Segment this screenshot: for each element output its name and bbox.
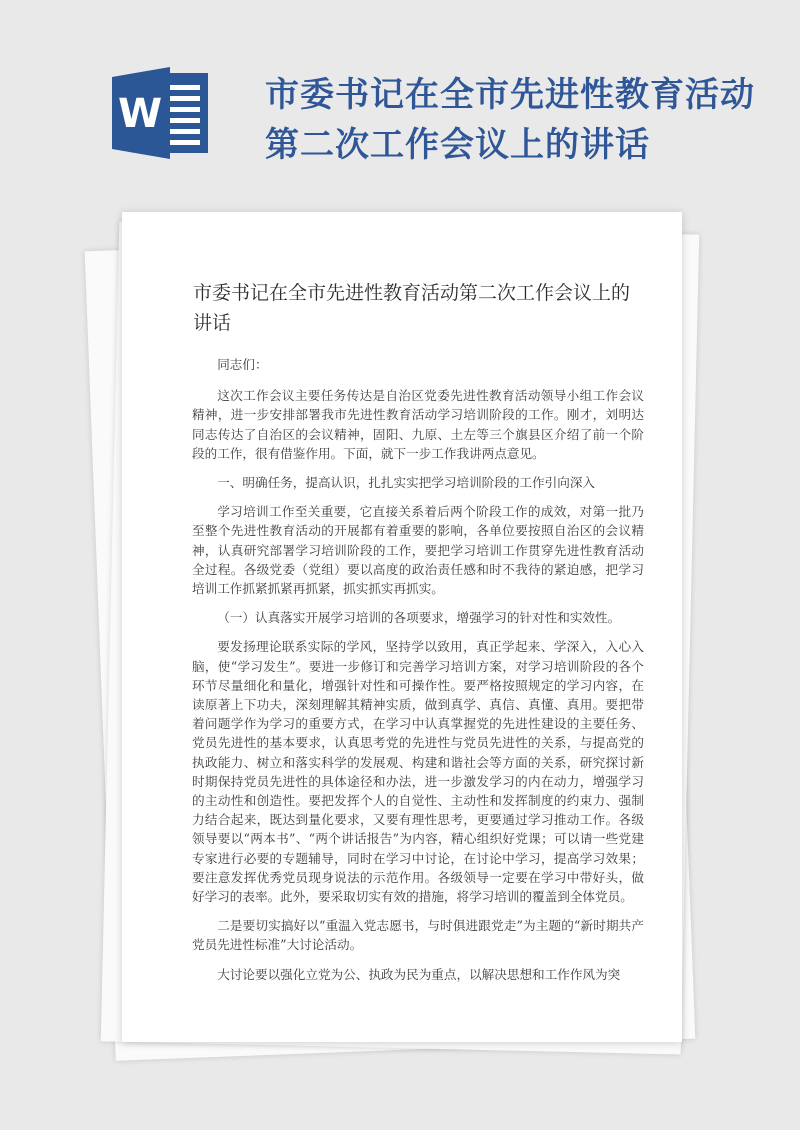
document-page bbox=[122, 212, 682, 1042]
word-document-icon bbox=[112, 65, 212, 161]
subsection-heading: （一）认真落实开展学习培训的各项要求，增强学习的针对性和实效性。 bbox=[217, 610, 621, 626]
document-title: 市委书记在全市先进性教育活动第二次工作会议上的讲话 bbox=[193, 282, 631, 334]
header-title: 市委书记在全市先进性教育活动第二次工作会议上的讲话 bbox=[265, 75, 755, 165]
paragraph: 二是要切实搞好以“重温入党志愿书，与时俱进跟党走”为主题的“新时期共产党员先进性标准”大讨论活动。 bbox=[192, 918, 644, 953]
salutation: 同志们： bbox=[217, 357, 268, 372]
paragraph: 这次工作会议主要任务传达是自治区党委先进性教育活动领导小组工作会议精神，进一步安排部署我市先进性教育活动学习培训阶段的工作。刚才，刘明达同志传达了自治区的会议精神，固阳、九原、土左等三个旗县区介绍了前一个阶段的工作，很有借鉴作用。下面，就下一步工作我讲两点意见。 bbox=[192, 388, 644, 461]
paragraph: 学习培训工作至关重要，它直接关系着后两个阶段工作的成效，对第一批乃至整个先进性教育活动的开展都有着重要的影响，各单位要按照自治区的会议精神，认真研究部署学习培训阶段的工作，要把学习培训工作贯穿先进性教育活动全过程。各级党委（党组）要以高度的政治责任感和时不我待的紧迫感，把学习培训工作抓紧抓紧再抓紧，抓实抓实再抓实。 bbox=[192, 504, 644, 597]
page-header bbox=[0, 0, 800, 205]
section-heading: 一、明确任务，提高认识，扎扎实实把学习培训阶段的工作引向深入 bbox=[217, 475, 595, 491]
paragraph: 大讨论要以强化立党为公、执政为民为重点，以解决思想和工作作风为突 bbox=[217, 966, 621, 982]
word-icon-letter: W bbox=[117, 91, 163, 137]
document-body bbox=[192, 355, 644, 994]
paragraph: 要发扬理论联系实际的学风，坚持学以致用，真正学起来、学深入，入心入脑，使“学习发生”。要进一步修订和完善学习培训方案，对学习培训阶段的各个环节尽量细化和量化，增强针对性和可操作性。要严格按照规定的学习内容，在读原著上下功夫，深刻理解其精神实质，做到真学、真信、真懂、真用。要把带着问题学作为学习的重要方式，在学习中认真掌握党的先进性建设的主要任务、党员先进性的基本要求，认真思考党的先进性与党员先进性的关系，与提高党的执政能力、树立和落实科学的发展观、构建和谐社会等方面的关系，研究探讨新时期保持党员先进性的具体途径和办法，进一步激发学习的内在动力，增强学习的主动性和创造性。要把发挥个人的自觉性、主动性和发挥制度的约束力、强制力结合起来，既达到量化要求，又要有理性思考，更要通过学习推动工作。各级领导要以“两本书”、“两个讲话报告”为内容，精心组织好党课；可以请一些党建专家进行必要的专题辅导，同时在学习中讨论，在讨论中学习，提高学习效果；要注意发挥优秀党员现身说法的示范作用。各级领导一定要在学习中带好头，做好学习的表率。此外，要采取切实有效的措施，将学习培训的覆盖到全体党员。 bbox=[192, 639, 644, 905]
